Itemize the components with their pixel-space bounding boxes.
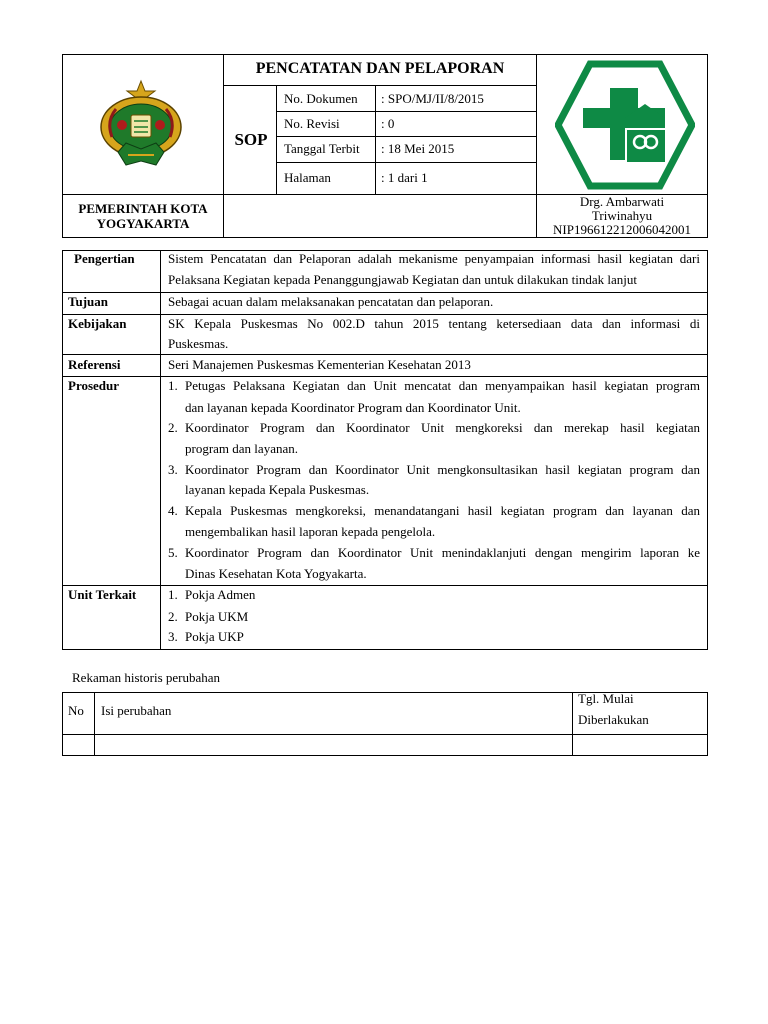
no-dokumen-label: No. Dokumen bbox=[284, 91, 358, 106]
prosedur-item-3-line1: Koordinator Program dan Koordinator Unit mengkonsultasikan hasil kegiatan program dan bbox=[185, 462, 700, 477]
referensi-text: Seri Manajemen Puskesmas Kementerian Kesehatan 2013 bbox=[168, 357, 471, 372]
unit-item-2-num: 2. bbox=[168, 609, 178, 624]
history-col-tgl-line1: Tgl. Mulai bbox=[578, 691, 634, 706]
prosedur-item-3-num: 3. bbox=[168, 462, 178, 477]
city-emblem-logo bbox=[98, 77, 184, 169]
prosedur-item-4-line1: Kepala Puskesmas mengkoreksi, menandatangani hasil kegiatan program dan layanan dan bbox=[185, 503, 700, 518]
no-dokumen-value: : SPO/MJ/II/8/2015 bbox=[381, 91, 484, 106]
kebijakan-text-line2: Puskesmas. bbox=[168, 336, 229, 351]
document-title: PENCATATAN DAN PELAPORAN bbox=[255, 60, 505, 77]
signer-name-line2: Triwinahyu bbox=[591, 208, 653, 223]
unit-terkait-label: Unit Terkait bbox=[68, 587, 137, 602]
unit-item-1-num: 1. bbox=[168, 587, 178, 602]
prosedur-item-5-line2: Dinas Kesehatan Kota Yogyakarta. bbox=[185, 566, 367, 581]
prosedur-item-4-num: 4. bbox=[168, 503, 178, 518]
no-revisi-value: : 0 bbox=[381, 116, 395, 131]
org-name-line1: PEMERINTAH KOTA bbox=[78, 201, 208, 216]
kebijakan-text-line1: SK Kepala Puskesmas No 002.D tahun 2015 tentang ketersediaan data dan informasi di bbox=[168, 316, 700, 331]
history-col-isi: Isi perubahan bbox=[101, 703, 172, 718]
pengertian-label: Pengertian bbox=[74, 251, 135, 266]
unit-item-2-text: Pokja UKM bbox=[185, 609, 249, 624]
unit-item-1-text: Pokja Admen bbox=[185, 587, 256, 602]
no-revisi-label: No. Revisi bbox=[284, 116, 340, 131]
pengertian-text-line1: Sistem Pencatatan dan Pelaporan adalah mekanisme penyampaian informasi hasil kegiatan dari bbox=[168, 251, 700, 266]
prosedur-label: Prosedur bbox=[68, 378, 120, 393]
tujuan-text: Sebagai acuan dalam melaksanakan pencatatan dan pelaporan. bbox=[168, 294, 494, 309]
history-caption: Rekaman historis perubahan bbox=[72, 670, 221, 685]
prosedur-item-2-num: 2. bbox=[168, 420, 178, 435]
tujuan-label: Tujuan bbox=[68, 294, 108, 309]
history-col-tgl-line2: Diberlakukan bbox=[578, 712, 649, 727]
halaman-label: Halaman bbox=[284, 170, 331, 185]
org-name-line2: YOGYAKARTA bbox=[96, 216, 190, 231]
prosedur-item-1-line2: dan layanan kepada Koordinator Program dan Koordinator Unit. bbox=[185, 400, 521, 415]
referensi-label: Referensi bbox=[68, 357, 121, 372]
prosedur-item-3-line2: layanan kepada Kepala Puskesmas. bbox=[185, 482, 370, 497]
signer-nip: NIP196612212006042001 bbox=[553, 222, 691, 237]
prosedur-item-2-line1: Koordinator Program dan Koordinator Unit mengkoreksi dan merekap hasil kegiatan bbox=[185, 420, 700, 435]
prosedur-item-5-line1: Koordinator Program dan Koordinator Unit menindaklanjuti dengan mengirim laporan ke bbox=[185, 545, 700, 560]
sop-label: SOP bbox=[234, 130, 268, 149]
prosedur-item-1-line1: Petugas Pelaksana Kegiatan dan Unit mencatat dan menyampaikan hasil kegiatan program bbox=[185, 378, 700, 393]
halaman-value: : 1 dari 1 bbox=[381, 170, 428, 185]
tanggal-terbit-label: Tanggal Terbit bbox=[284, 141, 360, 156]
prosedur-item-4-line2: mengembalikan hasil laporan kepada pengelola. bbox=[185, 524, 436, 539]
pengertian-text-line2: Pelaksana Kegiatan kepada Penanggungjawab Kegiatan dan untuk dilakukan tindak lanjut bbox=[168, 272, 637, 287]
unit-item-3-text: Pokja UKP bbox=[185, 629, 244, 644]
unit-item-3-num: 3. bbox=[168, 629, 178, 644]
signer-name-line1: Drg. Ambarwati bbox=[579, 194, 665, 209]
puskesmas-logo bbox=[555, 60, 695, 190]
history-col-no: No bbox=[68, 703, 84, 718]
prosedur-item-5-num: 5. bbox=[168, 545, 178, 560]
prosedur-item-1-num: 1. bbox=[168, 378, 178, 393]
tanggal-terbit-value: : 18 Mei 2015 bbox=[381, 141, 455, 156]
prosedur-item-2-line2: program dan layanan. bbox=[185, 441, 298, 456]
kebijakan-label: Kebijakan bbox=[68, 316, 127, 331]
